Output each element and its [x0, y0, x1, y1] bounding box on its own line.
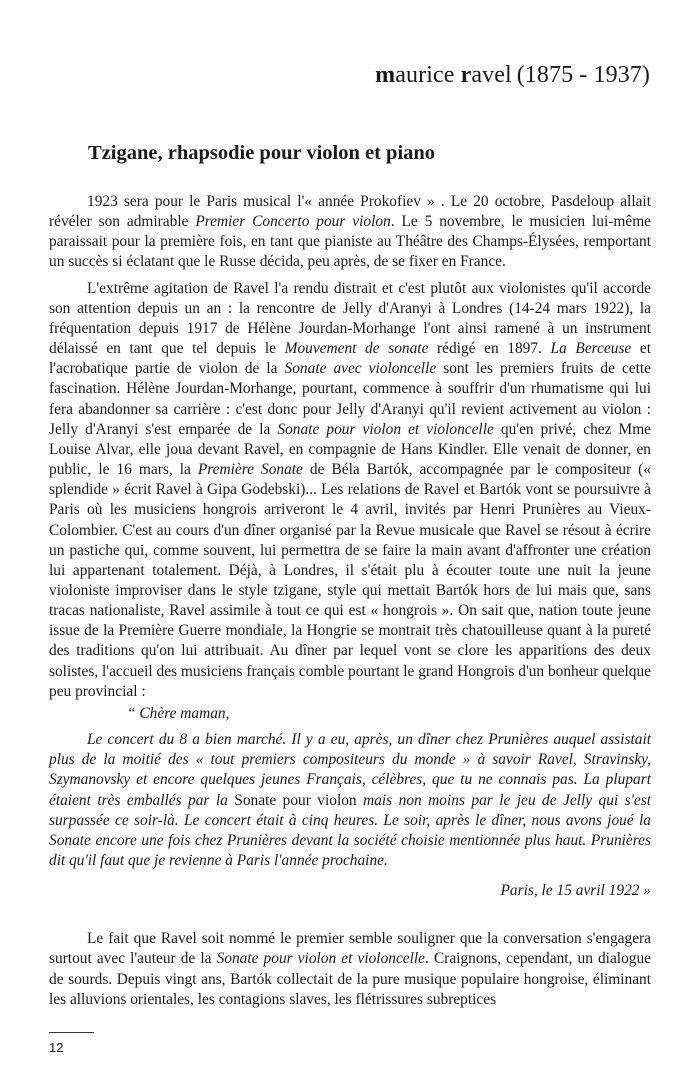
- text-run: . Le 5 novembre, le musicien lui-même paraissait pour la première fois, en tant que pianiste au Théâtre des Champs-Élysées, remportant un succès si éclatant que le Russe décida, peu après, de se fixer en France.: [49, 213, 651, 271]
- page-number: 12: [49, 1040, 64, 1055]
- header-surname-rest: avel: [471, 62, 512, 88]
- text-run: L'extrême agitation de Ravel l'a rendu distrait et c'est plutôt aux violonistes qu'il accorde son attention depuis un an : la rencontre de Jelly d'Aranyi à Londres (14-24 mars 1922), la fréquentation depuis 1917 de Hélène Jourdan-Morhange l'ont ainsi ramené à un instrument délaissé en tant que tel depuis le: [49, 279, 651, 358]
- header-dates: (1875 - 1937): [516, 62, 650, 88]
- italic-run: Sonate pour violon et violoncelle: [277, 420, 494, 438]
- text-run: de Béla Bartók, accompagnée par le compositeur (« splendide » écrit Ravel à Gipa Godebski)... Les relations de Ravel et Bartók vont se poursuivre à Paris où les musiciens hongrois arriveront le 4 avril, invités par Henri Prunières au Vieux-Colombier. C'est au cours d'un dîner organisé par la Revue musicale que Ravel se résout à écrire un pastiche qui, comme souvent, lui permettra de se faire la main avant d'affronter une création lui appartenant totalement. Déjà, à Londres, il s'était plu à écouter toute une nuit la jeune violoniste improviser dans le style tzigane, style qui mettait Bartók hors de lui mais que, sans tracas nationaliste, Ravel assimile à tout ce qui est « hongrois ». On sait que, nation toute jeune issue de la Première Guerre mondiale, la Hongrie se montrait très chatouilleuse quant à la pureté des traditions qu'on lui attribuait. Au dîner par lequel vont se clore les apparitions des deux solistes, l'accueil des musiciens français comble pourtant le grand Hongrois d'un bonheur quelque peu provincial :: [49, 461, 651, 700]
- letter-salutation: “ Chère maman,: [127, 704, 230, 722]
- text-run: qu'en privé, chez Mme Louise Alvar, elle joua devant Ravel, en compagnie de Hans Kindler. Elle venait de donner, en public, le 16 mars, la: [49, 420, 651, 479]
- italic-run: Premier Concerto pour violon: [195, 213, 391, 231]
- letter-signature: Paris, le 15 avril 1922 »: [500, 882, 651, 900]
- italic-run: Mouvement de sonate: [284, 340, 429, 358]
- text-run: Le fait que Ravel soit nommé le premier semble souligner que la conversation s'engagera surtout avec l'auteur de la: [49, 930, 651, 968]
- text-run: sont les premiers fruits de cette fascination. Hélène Jourdan-Morhange, pourtant, commence à souffrir d'un rhumatisme qui lui fera abandonner sa carrière : c'est donc pour Jelly d'Aranyi qu'il revient activement au violon : Jelly d'Aranyi s'est emparée de la: [49, 360, 652, 438]
- text-run: mais non moins par le jeu de Jelly qui s'est surpassée ce soir-là. Le concert était à cinq heures. Le soir, après le dîner, nous avons joué la Sonate encore une fois chez Prunières devant la société choisie mentionnée plus haut. Prunières dit qu'il faut que je revienne à Paris l'année prochaine.: [49, 791, 651, 869]
- body-text: [49, 192, 651, 1010]
- letter-body: [49, 730, 651, 871]
- text-run: 1923 sera pour le Paris musical l'« année Prokofiev » . Le 20 octobre, Pasdeloup allait révéler son admirable: [49, 193, 651, 231]
- letter-quote: [49, 704, 651, 901]
- text-run: et l'acrobatique partie de violon de la: [49, 340, 652, 378]
- paragraph-2: [49, 279, 651, 702]
- text-run: Le concert du 8 a bien marché. Il y a eu, après, un dîner chez Prunières auquel assistait plus de la moitié des « tout premiers compositeurs du monde » à savoir Ravel, Stravinsky, Szymanovsky et encore quelques jeunes Français, célèbres, que tu ne connais pas. La plupart étaient très emballés par la: [49, 731, 651, 809]
- text-run: Sonate pour violon: [234, 791, 357, 809]
- italic-run: Sonate pour violon et violoncelle: [216, 950, 426, 968]
- text-run: . Craignons, cependant, un dialogue de sourds. Depuis vingt ans, Bartók collectait de la pure musique populaire hongroise, éliminant les alluvions orientales, les contagions slaves, les flétrissures subreptices: [49, 950, 651, 1008]
- header-name-initial: m: [375, 62, 396, 88]
- paragraph-1: [49, 192, 651, 273]
- italic-run: Première Sonate: [197, 461, 303, 479]
- italic-run: Sonate avec violoncelle: [284, 360, 437, 378]
- header-name-rest: aurice: [395, 62, 461, 88]
- text-run: rédigé en 1897.: [428, 340, 551, 358]
- footer-rule: [49, 1032, 94, 1033]
- header-surname-initial: r: [460, 62, 472, 88]
- running-header: [375, 62, 650, 89]
- paragraph-3: [49, 929, 651, 1010]
- italic-run: La Berceuse: [550, 340, 632, 358]
- section-title: Tzigane, rhapsodie pour violon et piano: [88, 142, 436, 164]
